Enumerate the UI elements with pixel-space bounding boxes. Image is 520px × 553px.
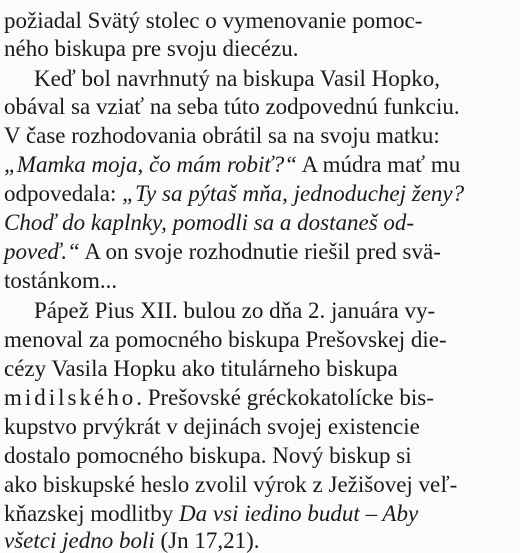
text-line [4,180,464,208]
quote-text: poveď.“ [4,239,80,264]
spaced-text: midilského [4,385,137,410]
text-line [4,122,440,150]
quote-text: „Ty sa pýtaš mňa, jednoduchej ženy? [122,181,465,206]
text-line [4,35,298,63]
text-line [4,442,412,470]
text-line [4,384,434,412]
text-line [34,297,435,325]
text-segment: A on svoje rozhodnutie riešil pred svä- [79,239,441,264]
text-line [4,7,422,35]
text-line [4,355,398,383]
text-line [4,500,418,528]
text-line [4,267,117,295]
text-line [4,326,447,354]
text-segment: A múdra mať mu [297,152,461,177]
text-segment: (Jn 17,21). [154,528,260,553]
quote-text: „Mamka moja, čo mám robiť?“ [4,152,298,177]
text-line [4,238,441,266]
text-line [4,93,460,121]
text-line [4,527,260,553]
text-segment: obával sa vziať na seba túto zodpovednú funkciu. [4,94,460,119]
quote-text: Choď do kaplnky, pomodli sa a dostaneš od- [4,210,415,235]
quote-text: všetci jedno boli [4,528,155,553]
text-line [34,65,440,93]
quote-text: Da vsi iedino budut – Aby [179,501,419,526]
text-segment: odpovedala: [4,181,123,206]
text-segment: dostalo pomocného biskupa. Nový biskup si [4,443,412,468]
text-line [4,209,414,237]
text-segment: kňazskej modlitby [4,501,180,526]
text-line [4,151,460,179]
text-segment: ako biskupské heslo zvolil výrok z Ježišovej veľ- [4,472,458,497]
text-segment: požiadal Svätý stolec o vymenovanie pomoc- [4,8,423,33]
text-segment: V čase rozhodovania obrátil sa na svoju matku: [4,123,440,148]
text-segment: ného biskupa pre svoju diecézu. [4,36,299,61]
text-segment: tostánkom... [4,268,118,293]
text-segment: Keď bol navrhnutý na biskupa Vasil Hopko, [34,66,441,91]
text-segment: kupstvo prvýkrát v dejinách svojej existencie [4,414,420,439]
text-segment: cézy Vasila Hopku ako titulárneho biskupa [4,356,398,381]
text-line [4,413,420,441]
text-line [4,471,457,499]
text-segment: Pápež Pius XII. bulou zo dňa 2. januára vy- [34,298,436,323]
text-segment: . Prešovské gréckokatolícke bis- [136,385,434,410]
text-segment: menoval za pomocného biskupa Prešovskej die- [4,327,447,352]
